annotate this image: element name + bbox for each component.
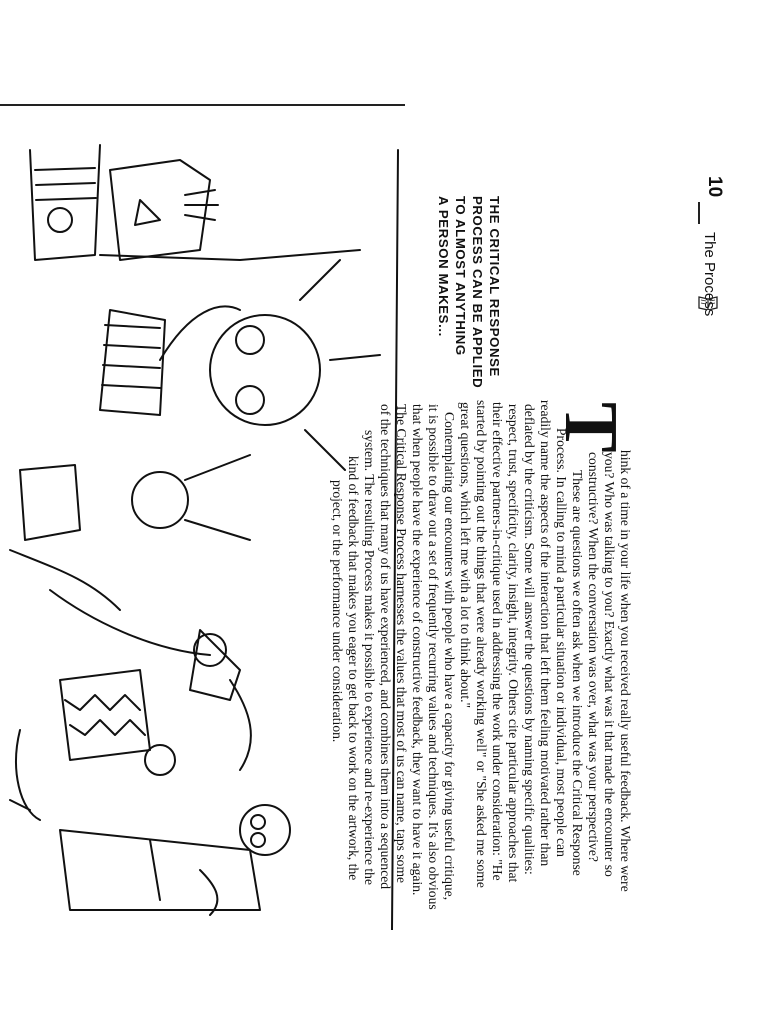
caption-line: TO ALMOST ANYTHING xyxy=(453,196,468,356)
body-line: project, or the performance under consideration. xyxy=(330,480,345,743)
body-line: kind of feedback that makes you eager to get back to work on the artwork, the xyxy=(346,456,361,881)
rabbit-figure xyxy=(10,455,250,610)
man-in-suit-figure xyxy=(60,805,290,915)
shaggy-mask-figure xyxy=(100,260,380,470)
section-title: The Process xyxy=(701,232,718,317)
page-number: 10 xyxy=(704,176,725,198)
zigzag-figure xyxy=(10,670,175,820)
body-line: you? Who was talking to you? Exactly what was it that made the encounter so xyxy=(602,452,617,877)
body-line: started by pointing out the things that were already working well" or "She asked me some xyxy=(474,400,489,888)
ground-line xyxy=(392,150,398,930)
body-line: Contemplating our encounters with people who have a capacity for giving useful critique, xyxy=(442,412,457,901)
top-rule xyxy=(0,104,405,106)
body-line: system. The resulting Process makes it possible to experience and re-experience the xyxy=(362,430,377,885)
body-line: great questions, which left me with a lot to think about." xyxy=(458,402,473,709)
body-line: it is possible to draw out a set of frequently recurring values and techniques. It's also obvious xyxy=(426,404,441,910)
header-divider xyxy=(698,202,700,224)
body-line: of the techniques that many of us have experienced, and combines them into a sequenced xyxy=(378,404,393,890)
dragon-mask-figure xyxy=(30,145,360,260)
body-line: Process. In calling to mind a particular situation or individual, most people can xyxy=(554,428,569,857)
body-line: that when people have the experience of constructive feedback, they want to have it again. xyxy=(410,404,425,896)
illustration-caption xyxy=(435,196,503,388)
body-line: readily name the aspects of the interaction that left them feeling motivated rather than xyxy=(538,400,553,867)
illustration xyxy=(0,110,400,930)
body-line: respect, trust, specificity, clarity, insight, integrity. Others cite particular approaches that xyxy=(506,404,521,883)
body-line: their effective partners-in-critique used in addressing the work under consideration: "He xyxy=(490,402,505,881)
body-line: The Critical Response Process harnesses the values that most of us can name, taps some xyxy=(394,404,409,884)
caption-line: PROCESS CAN BE APPLIED xyxy=(470,196,485,389)
dancer-figure xyxy=(50,590,251,770)
body-line: constructive? When the conversation was over, what was your perspective? xyxy=(586,452,601,862)
caption-line: A PERSON MAKES... xyxy=(436,196,451,337)
body-line: deflated by the criticism. Some will answer the questions by naming specific qualities: xyxy=(522,404,537,875)
book-icon xyxy=(698,294,718,310)
body-line: These are questions we often ask when we introduce the Critical Response xyxy=(570,470,585,876)
drop-cap: T xyxy=(549,402,633,453)
body-line: hink of a time in your life when you received really useful feedback. Where were xyxy=(618,450,633,892)
caption-line: THE CRITICAL RESPONSE xyxy=(487,196,502,377)
